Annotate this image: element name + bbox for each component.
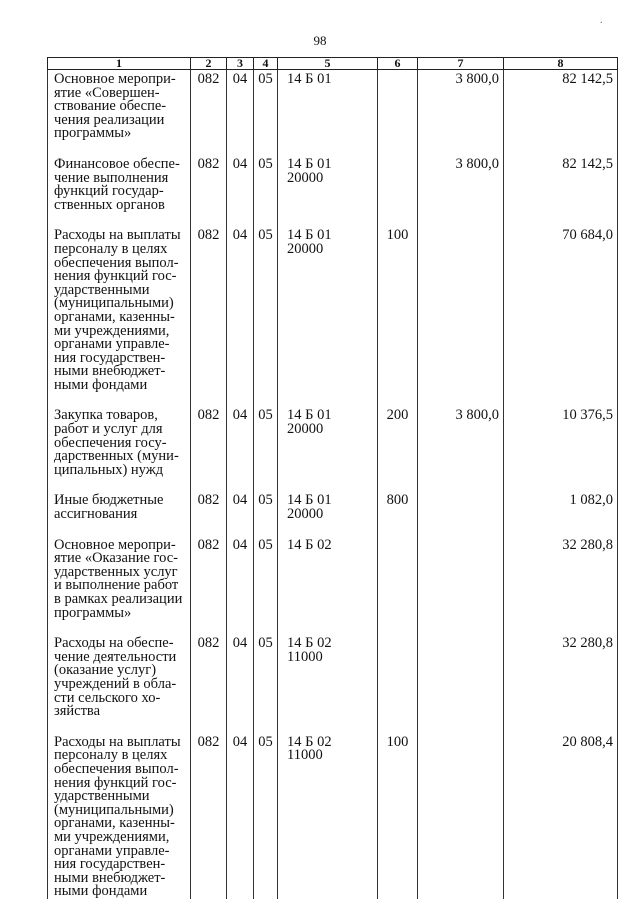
row-grbs-code: 082 <box>191 226 227 406</box>
row-grbs-code: 082 <box>191 155 227 226</box>
page-number: 98 <box>313 33 327 48</box>
row-expense-type <box>378 634 418 733</box>
row-target-article <box>278 406 378 491</box>
row-subsection-code: 05 <box>254 634 278 733</box>
row-amount-col7: 3 800,0 <box>418 70 504 155</box>
table-row <box>48 491 618 535</box>
row-target-article-line: 14 Б 01 <box>287 407 332 424</box>
row-name-line: чения реализации <box>54 111 165 128</box>
row-amount-col8: 82 142,5 <box>504 70 618 155</box>
row-section-code: 04 <box>227 406 254 491</box>
header-row <box>48 58 618 70</box>
row-target-article-line: 20000 <box>287 169 324 186</box>
row-name-line: Расходы на обеспе- <box>54 635 174 652</box>
row-name-line: ния государствен- <box>54 349 166 366</box>
row-name-line: обеспечения госу- <box>54 434 167 451</box>
row-target-article <box>278 491 378 535</box>
row-subsection-code: 05 <box>254 733 278 899</box>
row-name-line: Закупка товаров, <box>54 407 158 424</box>
table-row <box>48 226 618 406</box>
row-target-article-line: 14 Б 01 <box>287 71 332 87</box>
row-amount-col8: 10 376,5 <box>504 406 618 491</box>
row-name-line: сти сельского хо- <box>54 689 161 706</box>
row-amount-col7 <box>418 226 504 406</box>
row-grbs-code: 082 <box>191 70 227 155</box>
column-header-4: 4 <box>254 58 278 70</box>
row-subsection-code: 05 <box>254 70 278 155</box>
row-amount-col7: 3 800,0 <box>418 406 504 491</box>
row-name-line: ми учреждениями, <box>54 322 170 339</box>
row-amount-col7 <box>418 536 504 635</box>
row-name-line: ния государствен- <box>54 856 166 873</box>
row-target-article-line: 14 Б 02 <box>287 536 332 553</box>
row-name <box>48 226 191 406</box>
row-name <box>48 491 191 535</box>
row-grbs-code: 082 <box>191 536 227 635</box>
row-name-line: ми учреждениями, <box>54 828 170 845</box>
row-name-line: ствование обеспе- <box>54 98 167 115</box>
row-expense-type <box>378 536 418 635</box>
row-grbs-code: 082 <box>191 733 227 899</box>
row-expense-type: 100 <box>378 226 418 406</box>
scan-mark: . <box>600 15 603 26</box>
column-header-1: 1 <box>48 58 191 70</box>
row-name-line: программы» <box>54 125 132 142</box>
column-header-6: 6 <box>378 58 418 70</box>
budget-table <box>47 57 618 899</box>
row-name-line: (муниципальными) <box>54 295 174 312</box>
row-name-line: ятие «Оказание гос- <box>54 550 179 567</box>
row-target-article-line: 14 Б 02 <box>287 635 332 652</box>
row-name <box>48 536 191 635</box>
budget-table-container <box>47 56 617 900</box>
row-section-code: 04 <box>227 536 254 635</box>
row-name <box>48 733 191 899</box>
row-name-line: нения функций гос- <box>54 774 177 791</box>
row-section-code: 04 <box>227 634 254 733</box>
row-name-line: нения функций гос- <box>54 268 177 285</box>
row-name-line: учреждений в обла- <box>54 675 177 692</box>
row-amount-col8: 1 082,0 <box>504 491 618 535</box>
row-target-article <box>278 155 378 226</box>
row-target-article-line: 14 Б 01 <box>287 227 332 244</box>
row-subsection-code: 05 <box>254 491 278 535</box>
row-grbs-code: 082 <box>191 491 227 535</box>
column-header-8: 8 <box>504 58 618 70</box>
row-subsection-code: 05 <box>254 406 278 491</box>
row-name-line: (оказание услуг) <box>54 662 157 679</box>
row-expense-type: 100 <box>378 733 418 899</box>
row-amount-col8: 32 280,8 <box>504 536 618 635</box>
row-name-line: органами управле- <box>54 336 170 353</box>
column-header-3: 3 <box>227 58 254 70</box>
row-amount-col8: 20 808,4 <box>504 733 618 899</box>
row-section-code: 04 <box>227 70 254 155</box>
row-name-line: обеспечения выпол- <box>54 760 179 777</box>
row-amount-col8: 32 280,8 <box>504 634 618 733</box>
row-name-line: ударственными <box>54 281 150 298</box>
row-name-line: чение деятельности <box>54 648 177 665</box>
row-name-line: Расходы на выплаты <box>54 733 181 750</box>
row-name-line: ными внебюджет- <box>54 869 166 886</box>
row-name-line: Основное меропри- <box>54 71 176 87</box>
row-amount-col7 <box>418 733 504 899</box>
row-target-article <box>278 226 378 406</box>
row-name-line: ными фондами <box>54 883 148 900</box>
column-header-2: 2 <box>191 58 227 70</box>
row-name-line: Иные бюджетные <box>54 492 164 509</box>
row-name-line: ными внебюджет- <box>54 363 166 380</box>
column-header-5: 5 <box>278 58 378 70</box>
row-expense-type <box>378 70 418 155</box>
table-row <box>48 155 618 226</box>
row-grbs-code: 082 <box>191 406 227 491</box>
row-name-line: функций государ- <box>54 183 164 200</box>
row-name-line: и выполнение работ <box>54 577 179 594</box>
row-name-line: персоналу в целях <box>54 747 168 764</box>
table-row <box>48 634 618 733</box>
row-section-code: 04 <box>227 733 254 899</box>
table-row <box>48 536 618 635</box>
row-target-article-line: 11000 <box>287 648 323 665</box>
row-amount-col7 <box>418 491 504 535</box>
row-target-article-line: 11000 <box>287 747 323 764</box>
row-name-line: ными фондами <box>54 376 148 393</box>
row-name-line: персоналу в целях <box>54 240 168 257</box>
row-name-line: дарственных (муни- <box>54 448 179 465</box>
row-amount-col8: 70 684,0 <box>504 226 618 406</box>
row-target-article <box>278 733 378 899</box>
row-name-line: (муниципальными) <box>54 801 174 818</box>
row-name-line: ударственных услуг <box>54 563 178 580</box>
row-target-article-line: 14 Б 02 <box>287 733 332 750</box>
row-target-article-line: 20000 <box>287 506 324 523</box>
row-name <box>48 406 191 491</box>
row-name-line: работ и услуг для <box>54 421 163 438</box>
row-target-article-line: 20000 <box>287 240 324 257</box>
row-amount-col8: 82 142,5 <box>504 155 618 226</box>
row-name <box>48 70 191 155</box>
row-target-article-line: 14 Б 01 <box>287 492 332 509</box>
row-name-line: программы» <box>54 604 132 621</box>
row-subsection-code: 05 <box>254 155 278 226</box>
row-name-line: Основное меропри- <box>54 536 176 553</box>
row-target-article <box>278 70 378 155</box>
row-section-code: 04 <box>227 155 254 226</box>
table-row <box>48 733 618 899</box>
row-amount-col7 <box>418 634 504 733</box>
row-name-line: органами, казенны- <box>54 308 175 325</box>
row-name-line: обеспечения выпол- <box>54 254 179 271</box>
row-name-line: Расходы на выплаты <box>54 227 181 244</box>
row-name-line: ассигнования <box>54 506 138 523</box>
row-expense-type <box>378 155 418 226</box>
row-target-article <box>278 634 378 733</box>
row-subsection-code: 05 <box>254 226 278 406</box>
row-name-line: зяйства <box>54 703 101 720</box>
row-target-article <box>278 536 378 635</box>
row-target-article-line: 14 Б 01 <box>287 155 332 172</box>
row-name-line: органами, казенны- <box>54 815 175 832</box>
table-header <box>48 58 618 70</box>
row-name-line: чение выполнения <box>54 169 169 186</box>
row-name-line: ятие «Совершен- <box>54 84 160 101</box>
table-body <box>48 70 618 899</box>
row-name-line: органами управле- <box>54 842 170 859</box>
row-name <box>48 155 191 226</box>
row-name-line: ственных органов <box>54 196 165 213</box>
row-target-article-line: 20000 <box>287 421 324 438</box>
row-name-line: в рамках реализации <box>54 591 183 607</box>
row-subsection-code: 05 <box>254 536 278 635</box>
row-name <box>48 634 191 733</box>
row-section-code: 04 <box>227 491 254 535</box>
row-expense-type: 800 <box>378 491 418 535</box>
table-row <box>48 70 618 155</box>
row-section-code: 04 <box>227 226 254 406</box>
row-name-line: Финансовое обеспе- <box>54 155 180 172</box>
row-name-line: ударственными <box>54 788 150 805</box>
table-row <box>48 406 618 491</box>
row-amount-col7: 3 800,0 <box>418 155 504 226</box>
column-header-7: 7 <box>418 58 504 70</box>
row-expense-type: 200 <box>378 406 418 491</box>
row-name-line: ципальных) нужд <box>54 461 164 478</box>
row-grbs-code: 082 <box>191 634 227 733</box>
